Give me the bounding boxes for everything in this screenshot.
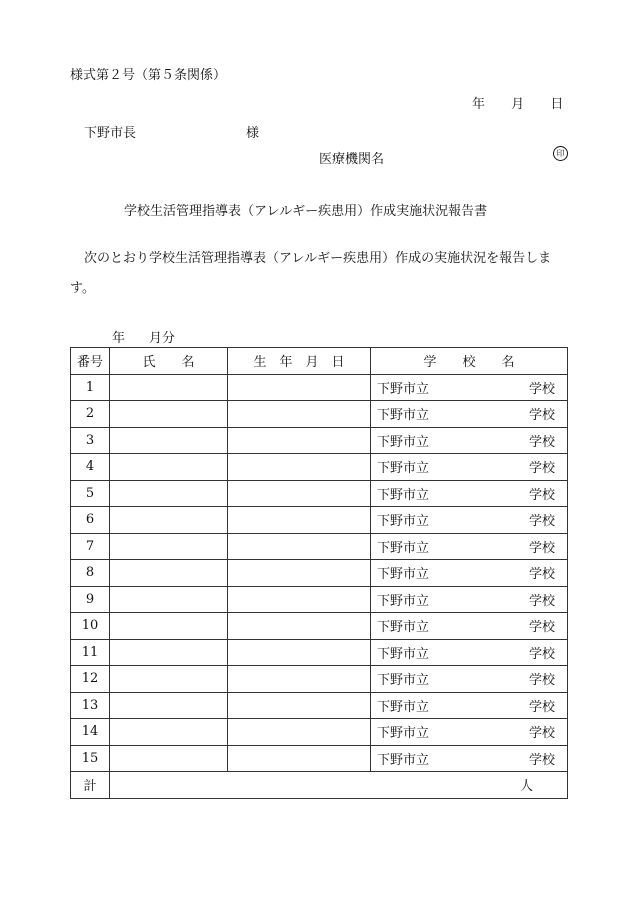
table-row xyxy=(71,560,568,587)
school-cell-content xyxy=(371,749,567,768)
table-row xyxy=(71,401,568,428)
name-cell[interactable] xyxy=(110,507,228,534)
school-cell[interactable] xyxy=(371,586,568,613)
school-cell-content xyxy=(371,457,567,476)
school-suffix: 学校 xyxy=(528,593,555,609)
name-cell[interactable] xyxy=(110,692,228,719)
school-cell-content xyxy=(371,484,567,503)
birthdate-cell[interactable] xyxy=(228,666,371,693)
school-cell[interactable] xyxy=(371,454,568,481)
name-cell[interactable] xyxy=(110,613,228,640)
row-number: 8 xyxy=(71,560,110,587)
school-suffix: 学校 xyxy=(528,381,555,397)
school-cell-content xyxy=(371,404,567,423)
school-cell[interactable] xyxy=(371,719,568,746)
table-row xyxy=(71,427,568,454)
name-cell[interactable] xyxy=(110,586,228,613)
name-cell[interactable] xyxy=(110,639,228,666)
school-cell-content xyxy=(371,537,567,556)
school-prefix: 下野市立 xyxy=(377,726,430,742)
table-row xyxy=(71,533,568,560)
seal-mark: 印 xyxy=(553,146,568,161)
school-cell-content xyxy=(371,643,567,662)
table-row xyxy=(71,374,568,401)
row-number: 9 xyxy=(71,586,110,613)
school-prefix: 下野市立 xyxy=(377,514,430,530)
birthdate-cell[interactable] xyxy=(228,480,371,507)
header-school: 学 校 名 xyxy=(371,348,568,375)
table-header-row xyxy=(71,348,568,375)
school-suffix: 学校 xyxy=(528,752,555,768)
birthdate-cell[interactable] xyxy=(228,374,371,401)
birthdate-cell[interactable] xyxy=(228,401,371,428)
table-row xyxy=(71,480,568,507)
header-birthdate: 生 年 月 日 xyxy=(228,348,371,375)
school-prefix: 下野市立 xyxy=(377,620,430,636)
row-number: 1 xyxy=(71,374,110,401)
school-cell-content xyxy=(371,722,567,741)
birthdate-cell[interactable] xyxy=(228,719,371,746)
birthdate-cell[interactable] xyxy=(228,639,371,666)
school-cell-content xyxy=(371,616,567,635)
period-line xyxy=(112,327,175,346)
birthdate-cell[interactable] xyxy=(228,560,371,587)
name-cell[interactable] xyxy=(110,533,228,560)
header-name: 氏 名 xyxy=(110,348,228,375)
school-prefix: 下野市立 xyxy=(377,461,430,477)
school-prefix: 下野市立 xyxy=(377,540,430,556)
school-cell[interactable] xyxy=(371,692,568,719)
school-cell-content xyxy=(371,510,567,529)
school-prefix: 下野市立 xyxy=(377,381,430,397)
school-cell[interactable] xyxy=(371,427,568,454)
row-number: 7 xyxy=(71,533,110,560)
table-row xyxy=(71,507,568,534)
table-row xyxy=(71,666,568,693)
total-unit: 人 xyxy=(519,779,533,795)
name-cell[interactable] xyxy=(110,666,228,693)
school-cell[interactable] xyxy=(371,639,568,666)
total-label: 計 xyxy=(71,772,110,799)
birthdate-cell[interactable] xyxy=(228,507,371,534)
period-year-label: 年 xyxy=(112,331,126,346)
table-row xyxy=(71,613,568,640)
school-cell[interactable] xyxy=(371,666,568,693)
addressee: 下野市長 xyxy=(84,126,137,141)
school-cell[interactable] xyxy=(371,507,568,534)
honorific: 様 xyxy=(246,126,260,141)
date-day-label: 日 xyxy=(550,97,564,112)
row-number: 2 xyxy=(71,401,110,428)
body-text: 次のとおり学校生活管理指導表（アレルギー疾患用）作成の実施状況を報告します。 xyxy=(70,251,552,296)
school-cell-content xyxy=(371,696,567,715)
name-cell[interactable] xyxy=(110,374,228,401)
row-number: 14 xyxy=(71,719,110,746)
table-row xyxy=(71,692,568,719)
total-row xyxy=(71,772,568,799)
school-suffix: 学校 xyxy=(528,434,555,450)
addressee-line xyxy=(84,122,259,141)
birthdate-cell[interactable] xyxy=(228,613,371,640)
school-prefix: 下野市立 xyxy=(377,699,430,715)
school-cell-content xyxy=(371,590,567,609)
row-number: 11 xyxy=(71,639,110,666)
table-body xyxy=(71,374,568,772)
date-month-label: 月 xyxy=(511,97,525,112)
school-prefix: 下野市立 xyxy=(377,567,430,583)
school-suffix: 学校 xyxy=(528,620,555,636)
row-number: 12 xyxy=(71,666,110,693)
row-number: 6 xyxy=(71,507,110,534)
school-cell[interactable] xyxy=(371,533,568,560)
birthdate-cell[interactable] xyxy=(228,533,371,560)
birthdate-cell[interactable] xyxy=(228,586,371,613)
school-prefix: 下野市立 xyxy=(377,487,430,503)
school-prefix: 下野市立 xyxy=(377,408,430,424)
birthdate-cell[interactable] xyxy=(228,692,371,719)
form-number: 様式第２号（第５条関係） xyxy=(70,68,227,83)
date-line xyxy=(472,93,563,112)
report-table xyxy=(70,347,568,799)
school-suffix: 学校 xyxy=(528,673,555,689)
document-title: 学校生活管理指導表（アレルギー疾患用）作成実施状況報告書 xyxy=(124,204,488,219)
row-number: 15 xyxy=(71,745,110,772)
row-number: 10 xyxy=(71,613,110,640)
school-cell-content xyxy=(371,378,567,397)
name-cell[interactable] xyxy=(110,401,228,428)
school-cell-content xyxy=(371,669,567,688)
name-cell[interactable] xyxy=(110,480,228,507)
school-suffix: 学校 xyxy=(528,461,555,477)
name-cell[interactable] xyxy=(110,560,228,587)
row-number: 3 xyxy=(71,427,110,454)
school-suffix: 学校 xyxy=(528,514,555,530)
name-cell[interactable] xyxy=(110,454,228,481)
school-cell[interactable] xyxy=(371,560,568,587)
school-suffix: 学校 xyxy=(528,726,555,742)
table-row xyxy=(71,586,568,613)
school-prefix: 下野市立 xyxy=(377,434,430,450)
school-cell-content xyxy=(371,563,567,582)
row-number: 4 xyxy=(71,454,110,481)
birthdate-cell[interactable] xyxy=(228,454,371,481)
school-suffix: 学校 xyxy=(528,699,555,715)
school-suffix: 学校 xyxy=(528,567,555,583)
header-number: 番号 xyxy=(71,348,110,375)
name-cell[interactable] xyxy=(110,745,228,772)
school-suffix: 学校 xyxy=(528,646,555,662)
school-cell[interactable] xyxy=(371,480,568,507)
table-row xyxy=(71,719,568,746)
date-year-label: 年 xyxy=(472,97,486,112)
birthdate-cell[interactable] xyxy=(228,427,371,454)
school-suffix: 学校 xyxy=(528,408,555,424)
row-number: 5 xyxy=(71,480,110,507)
school-cell-content xyxy=(371,431,567,450)
table-row xyxy=(71,639,568,666)
period-month-label: 月分 xyxy=(149,331,176,346)
school-cell[interactable] xyxy=(371,401,568,428)
name-cell[interactable] xyxy=(110,719,228,746)
total-value-cell[interactable] xyxy=(110,772,568,799)
school-prefix: 下野市立 xyxy=(377,673,430,689)
school-prefix: 下野市立 xyxy=(377,752,430,768)
school-cell[interactable] xyxy=(371,613,568,640)
row-number: 13 xyxy=(71,692,110,719)
school-prefix: 下野市立 xyxy=(377,593,430,609)
school-cell[interactable] xyxy=(371,374,568,401)
school-cell[interactable] xyxy=(371,745,568,772)
name-cell[interactable] xyxy=(110,427,228,454)
table-row xyxy=(71,454,568,481)
school-suffix: 学校 xyxy=(528,487,555,503)
table-row xyxy=(71,745,568,772)
school-prefix: 下野市立 xyxy=(377,646,430,662)
institution-label: 医療機関名 xyxy=(319,152,385,167)
school-suffix: 学校 xyxy=(528,540,555,556)
birthdate-cell[interactable] xyxy=(228,745,371,772)
